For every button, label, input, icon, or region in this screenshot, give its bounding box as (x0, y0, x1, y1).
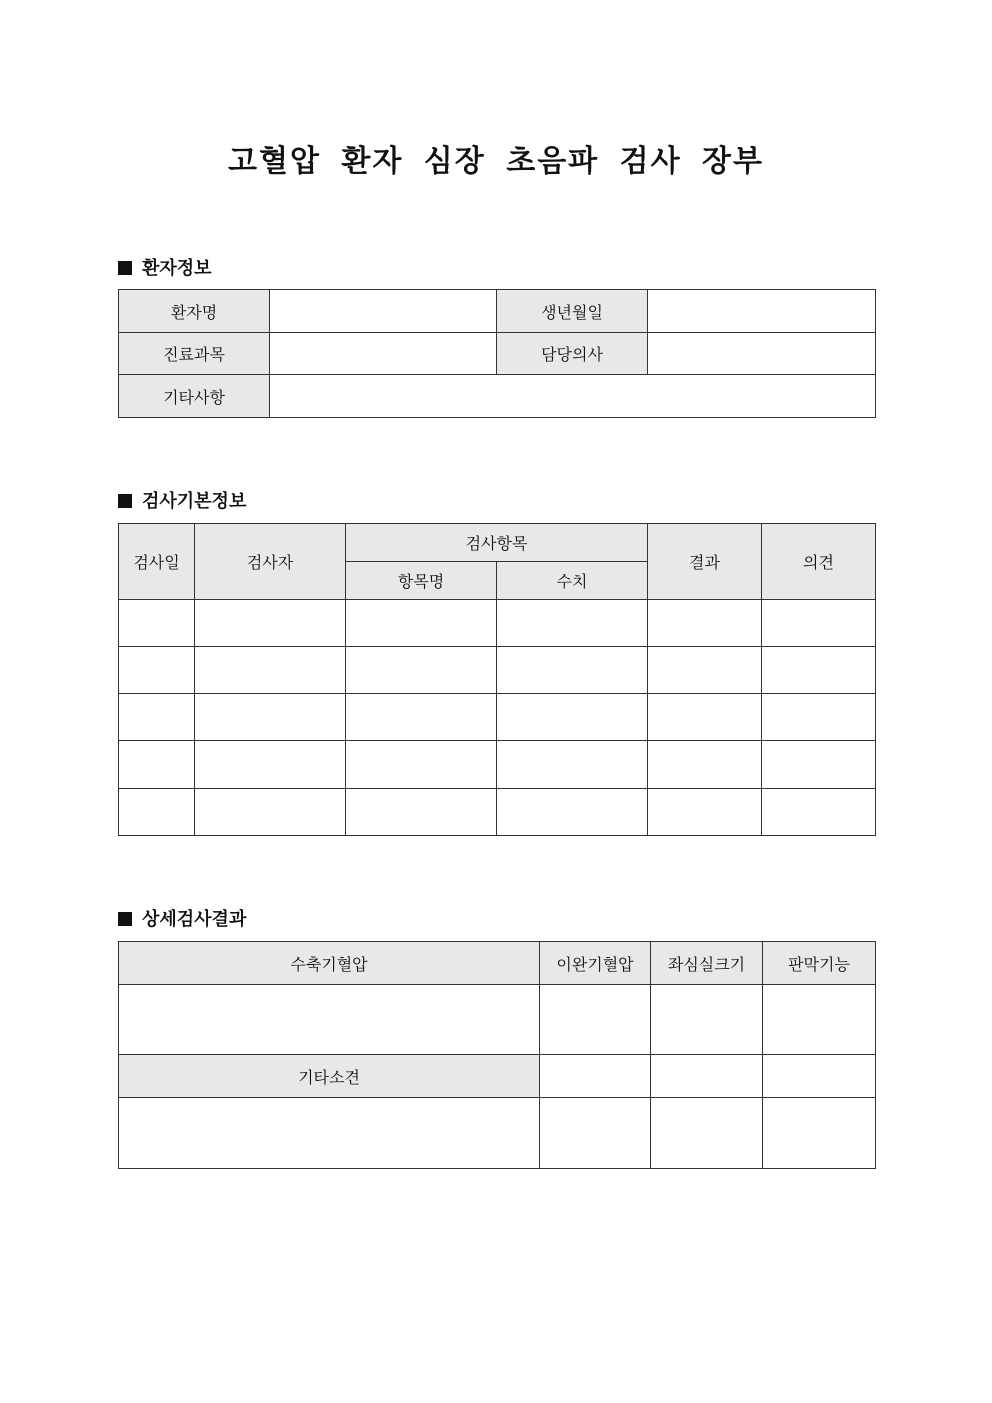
table-cell[interactable] (762, 694, 876, 741)
detail-section-label: 상세검사결과 (142, 909, 247, 930)
table-cell[interactable] (540, 1055, 651, 1098)
table-cell[interactable] (651, 1098, 763, 1169)
table-cell[interactable] (648, 789, 762, 836)
patient-info-table (118, 289, 876, 418)
col-systolic: 수축기혈압 (119, 942, 540, 985)
diastolic-field[interactable] (540, 985, 651, 1055)
detail-section-heading (118, 905, 246, 931)
table-cell[interactable] (648, 694, 762, 741)
col-items: 검사항목 (346, 524, 648, 562)
table-cell[interactable] (119, 741, 195, 789)
other-findings-field[interactable] (119, 1098, 540, 1169)
dept-label: 진료과목 (119, 333, 270, 375)
square-bullet-icon (118, 261, 132, 275)
table-row (119, 375, 876, 418)
patient-section-heading (118, 254, 212, 280)
col-diastolic: 이완기혈압 (540, 942, 651, 985)
table-cell[interactable] (119, 647, 195, 694)
table-cell[interactable] (762, 789, 876, 836)
table-cell[interactable] (346, 647, 497, 694)
col-valve: 판막기능 (763, 942, 876, 985)
table-cell[interactable] (497, 600, 648, 647)
table-cell[interactable] (497, 741, 648, 789)
exam-info-table (118, 523, 876, 836)
systolic-field[interactable] (119, 985, 540, 1055)
col-date: 검사일 (119, 524, 195, 600)
table-cell[interactable] (763, 1055, 876, 1098)
name-label: 환자명 (119, 290, 270, 333)
table-cell[interactable] (497, 647, 648, 694)
col-item-name: 항목명 (346, 562, 497, 600)
page-title: 고혈압 환자 심장 초음파 검사 장부 (228, 144, 764, 179)
table-cell[interactable] (497, 694, 648, 741)
notes-label: 기타사항 (119, 375, 270, 418)
table-cell[interactable] (195, 647, 346, 694)
detail-results-table (118, 941, 876, 1169)
doctor-label: 담당의사 (497, 333, 648, 375)
table-cell[interactable] (762, 741, 876, 789)
table-cell[interactable] (346, 789, 497, 836)
table-cell[interactable] (763, 1098, 876, 1169)
table-cell[interactable] (540, 1098, 651, 1169)
birth-label: 생년월일 (497, 290, 648, 333)
table-row (119, 333, 876, 375)
table-cell[interactable] (195, 600, 346, 647)
square-bullet-icon (118, 912, 132, 926)
table-row (119, 647, 876, 694)
table-row (119, 600, 876, 647)
table-cell[interactable] (346, 600, 497, 647)
doctor-field[interactable] (648, 333, 876, 375)
table-cell[interactable] (648, 741, 762, 789)
square-bullet-icon (118, 494, 132, 508)
col-value: 수치 (497, 562, 648, 600)
table-cell[interactable] (195, 789, 346, 836)
name-field[interactable] (270, 290, 497, 333)
col-result: 결과 (648, 524, 762, 600)
lv-size-field[interactable] (651, 985, 763, 1055)
table-cell[interactable] (195, 741, 346, 789)
table-cell[interactable] (648, 600, 762, 647)
table-row (119, 290, 876, 333)
table-header-row (119, 942, 876, 985)
col-lv-size: 좌심실크기 (651, 942, 763, 985)
other-findings-label: 기타소견 (119, 1055, 540, 1098)
col-examiner: 검사자 (195, 524, 346, 600)
table-cell[interactable] (651, 1055, 763, 1098)
birth-field[interactable] (648, 290, 876, 333)
exam-section-heading (118, 487, 246, 513)
table-row (119, 985, 876, 1055)
table-cell[interactable] (119, 600, 195, 647)
col-opinion: 의견 (762, 524, 876, 600)
table-cell[interactable] (648, 647, 762, 694)
patient-section-label: 환자정보 (142, 258, 212, 279)
table-row (119, 789, 876, 836)
table-cell[interactable] (119, 694, 195, 741)
table-cell[interactable] (762, 600, 876, 647)
table-row (119, 1055, 876, 1098)
table-cell[interactable] (346, 694, 497, 741)
table-row (119, 741, 876, 789)
table-row (119, 1098, 876, 1169)
exam-section-label: 검사기본정보 (142, 491, 247, 512)
table-cell[interactable] (762, 647, 876, 694)
table-row (119, 694, 876, 741)
table-header-row (119, 524, 876, 562)
valve-field[interactable] (763, 985, 876, 1055)
table-cell[interactable] (195, 694, 346, 741)
table-cell[interactable] (119, 789, 195, 836)
notes-field[interactable] (270, 375, 876, 418)
table-cell[interactable] (497, 789, 648, 836)
dept-field[interactable] (270, 333, 497, 375)
table-cell[interactable] (346, 741, 497, 789)
